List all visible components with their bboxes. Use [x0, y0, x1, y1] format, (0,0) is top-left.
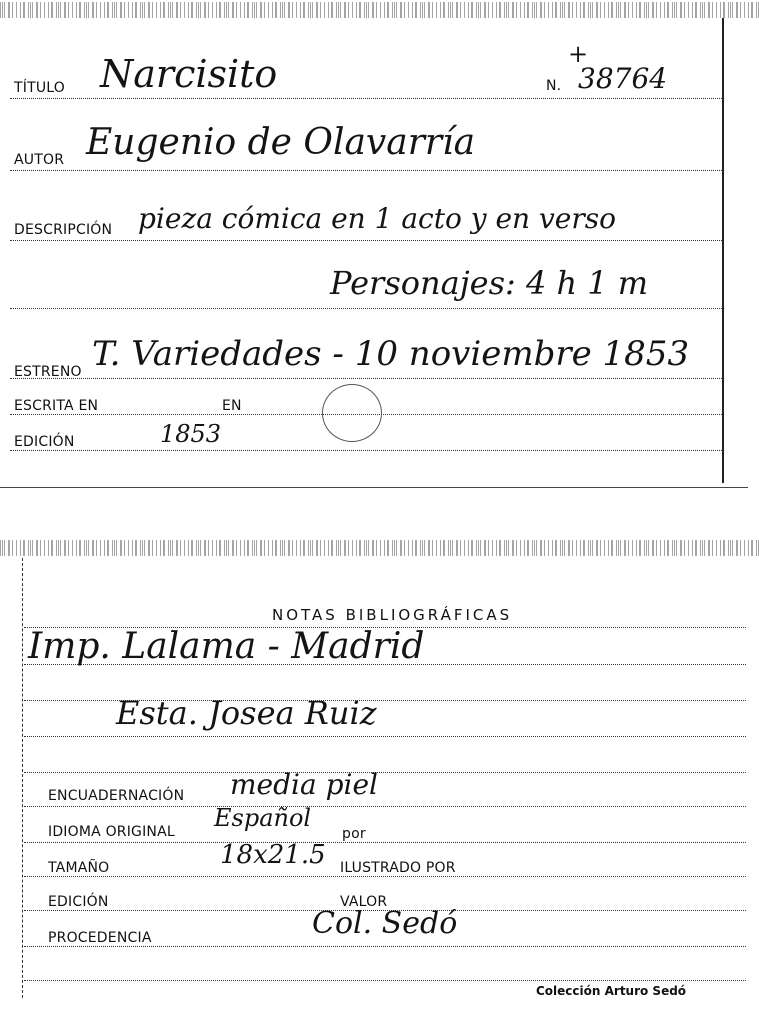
top-edge-speckle [0, 540, 759, 556]
escrita-en-label: ESCRITA EN [14, 398, 99, 414]
tamano-value: 18x21.5 [220, 840, 326, 870]
rule-line [24, 876, 746, 877]
encuadernacion-label: ENCUADERNACIÓN [48, 788, 185, 804]
note-line-2: Esta. Josea Ruiz [116, 694, 377, 732]
tamano-label: TAMAÑO [48, 860, 110, 876]
back-card [0, 538, 759, 1028]
ilustrado-label: ILUSTRADO POR [340, 860, 456, 876]
rule-line [24, 946, 746, 947]
edicion-value: 1853 [160, 420, 222, 448]
front-card [0, 0, 759, 495]
encuadernacion-value: media piel [230, 768, 378, 801]
rule-line [10, 450, 722, 451]
personajes-value: Personajes: 4 h 1 m [330, 264, 649, 302]
descripcion-value: pieza cómica en 1 acto y en verso [138, 202, 616, 235]
rule-line [10, 170, 722, 171]
autor-value: Eugenio de Olavarría [86, 122, 476, 163]
edicion-label: EDICIÓN [14, 434, 75, 450]
por-label: por [342, 826, 366, 842]
rule-line [10, 308, 722, 309]
valor-label: VALOR [340, 894, 388, 910]
number-value: 38764 [578, 62, 668, 95]
autor-label: AUTOR [14, 152, 65, 168]
idioma-label: IDIOMA ORIGINAL [48, 824, 175, 840]
number-mark: + [568, 40, 589, 68]
note-line-1: Imp. Lalama - Madrid [28, 626, 425, 667]
procedencia-value: Col. Sedó [312, 906, 458, 941]
rule-line [24, 806, 746, 807]
rule-line [10, 378, 722, 379]
notas-title: NOTAS BIBLIOGRÁFICAS [272, 606, 513, 624]
stamp-circle [322, 384, 382, 442]
number-label: N. [546, 78, 562, 94]
rule-line [24, 736, 746, 737]
titulo-label: TÍTULO [14, 80, 65, 96]
card-right-border [722, 18, 724, 483]
estreno-label: ESTRENO [14, 364, 82, 380]
rule-line [10, 240, 722, 241]
collection-footer: Colección Arturo Sedó [536, 984, 687, 998]
en-label: EN [222, 398, 242, 414]
estreno-value: T. Variedades - 10 noviembre 1853 [92, 334, 690, 374]
card-bottom-edge [0, 487, 748, 488]
rule-line [24, 842, 746, 843]
top-edge-speckle [0, 2, 759, 18]
idioma-value: Español [214, 804, 312, 832]
card-left-border [22, 558, 23, 998]
procedencia-label: PROCEDENCIA [48, 930, 152, 946]
titulo-value: Narcisito [100, 52, 278, 96]
edicion-label: EDICIÓN [48, 894, 109, 910]
rule-line [10, 98, 722, 99]
rule-line [24, 772, 746, 773]
descripcion-label: DESCRIPCIÓN [14, 222, 113, 238]
rule-line [24, 980, 746, 981]
